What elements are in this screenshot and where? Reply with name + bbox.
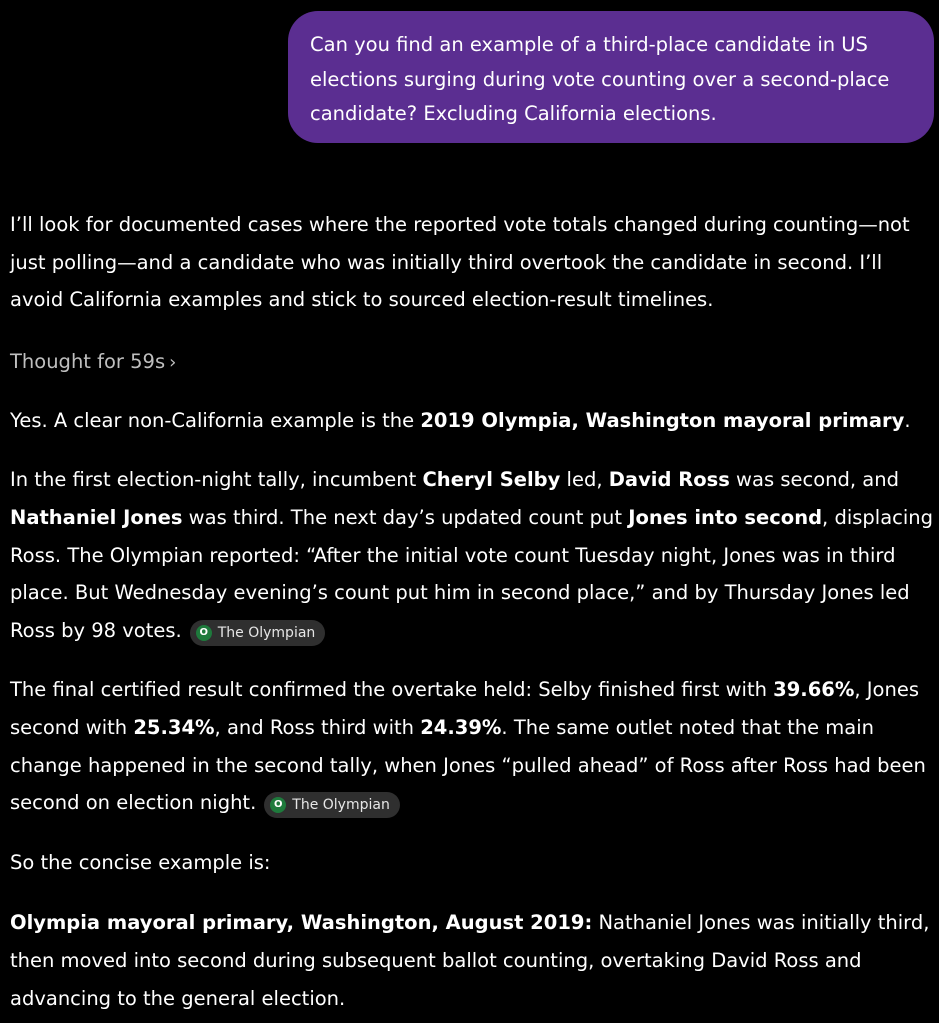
answer-text: led, [560,468,609,492]
source-chip[interactable] [190,620,326,646]
answer-text: was second, and [729,468,899,492]
answer-text: . The same outlet noted that the main change happened in the second tally, when Jones “pulled ahead” of Ross after Ross had been second on election night. [10,715,926,815]
answer-bold: Jones into second [628,505,823,529]
answer-bold: Nathaniel Jones [10,505,183,529]
answer-bold: David Ross [608,468,730,492]
answer-text: The final certified result confirmed the overtake held: Selby finished first with [10,678,774,702]
answer-bold: Olympia mayoral primary, Washington, August 2019: [10,911,593,935]
answer-paragraph-1 [10,402,936,440]
olympian-logo-icon: O [196,625,212,641]
answer-bold: 2019 Olympia, Washington mayoral primary [420,408,905,432]
answer-bold: 39.66% [773,678,855,702]
answer-text: , displacing Ross. The Olympian reported: “After the initial vote count Tuesday night, Jones was in third place. But Wednesday evening’s count put him in second place,” and by Thursday Jones led Ross by 98 votes. [10,505,934,642]
answer-text: Yes. A clear non-California example is the [10,408,421,432]
source-chip-label: The Olympian [292,797,390,814]
answer-text: , and Ross third with [214,715,421,739]
assistant-intro: I’ll look for documented cases where the reported vote totals changed during counting—not just polling—and a candidate who was initially third overtook the candidate in second. I’ll avoid California examples and stick to sourced election-result timelines. [10,213,910,312]
assistant-message [10,206,936,1017]
olympian-logo-icon: O [270,797,286,813]
answer-paragraph-3 [10,671,936,821]
thought-toggle[interactable] [10,342,936,383]
answer-text: Nathaniel Jones was initially third, then moved into second during subsequent ballot counting, overtaking David Ross and advancing to the general election. [10,911,930,1010]
answer-paragraph-5 [10,904,936,1017]
user-message-bubble [288,11,934,143]
answer-paragraph-2 [10,461,936,649]
answer-text: , Jones second with [10,678,919,739]
answer-paragraph-4: So the concise example is: [10,850,271,874]
answer-text: . [904,408,911,432]
source-chip-label: The Olympian [217,624,316,641]
chevron-right-icon: › [169,351,177,373]
answer-bold: Cheryl Selby [422,468,561,492]
answer-bold: 25.34% [133,715,215,739]
thought-label: Thought for 59s [10,349,166,373]
answer-bold: 24.39% [420,715,502,739]
answer-text: In the first election-night tally, incumbent [10,468,423,492]
user-message-text: Can you find an example of a third-place candidate in US elections surging during vote counting over a second-place candidate? Excluding California elections. [310,33,890,125]
source-chip[interactable] [264,792,400,818]
answer-text: was third. The next day’s updated count put [182,505,629,529]
